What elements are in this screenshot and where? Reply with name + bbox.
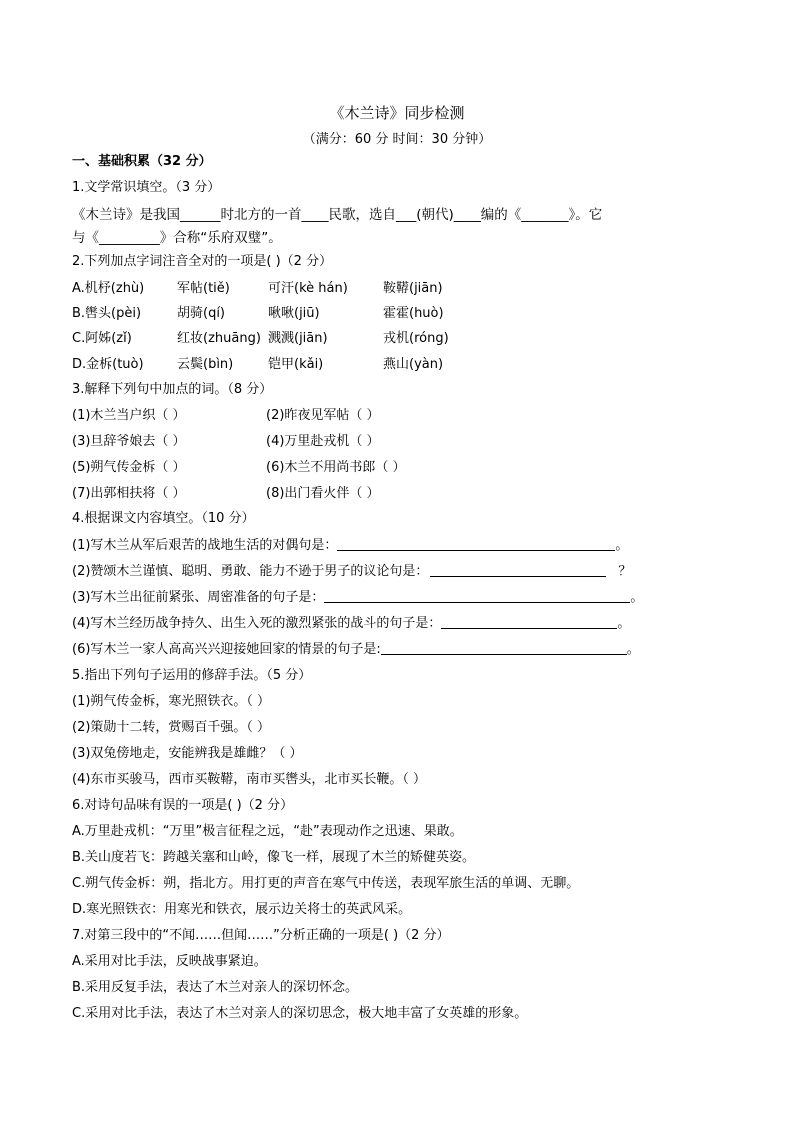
option-cell: 胡骑(qí) [177,306,226,321]
fill-in-item [72,640,640,660]
option-cell: A.机杼(zhù) [72,281,145,296]
option-cell: B.辔头(pèi) [72,306,142,321]
fill-in-end: ？ [618,564,632,579]
question-1-stem: 1.文学常识填空。（3 分） [72,180,221,195]
choice-option: C.采用对比手法，表达了木兰对亲人的深切思念，极大地丰富了女英雄的形象。 [72,1006,528,1021]
option-cell: 啾啾(jiū) [268,306,320,321]
rhetoric-item: (3)双兔傍地走，安能辨我是雄雌？（ ） [72,746,303,761]
fill-in-prompt: (1)写木兰从军后艰苦的战地生活的对偶句是： [72,538,338,553]
score-time-info: （满分：60 分 时间：30 分钟） [302,132,492,147]
definition-item: (2)昨夜见军帖（ ） [266,408,380,423]
option-cell: 铠甲(kǎi) [268,357,324,372]
choice-option: A.采用对比手法，反映战事紧迫。 [72,954,267,969]
page-title: 《木兰诗》同步检测 [329,104,465,122]
fill-in-end: 。 [617,616,631,631]
option-cell: 云鬓(bìn) [177,357,234,372]
option-cell: C.阿姊(zǐ) [72,331,132,346]
answer-blank[interactable] [381,640,627,655]
choice-option: C.朔气传金柝：朔，指北方。用打更的声音在寒气中传送，表现军旅生活的单调、无聊。 [72,876,580,891]
option-cell: 鞍鞯(jiān) [383,281,443,296]
answer-blank[interactable] [324,588,630,603]
option-cell: 红妆(zhuāng) [177,331,261,346]
question-5-stem: 5.指出下列句子运用的修辞手法。（5 分） [72,668,312,683]
option-cell: 溅溅(jiān) [268,331,328,346]
fill-in-prompt: (4)写木兰经历战争持久、出生入死的激烈紧张的战斗的句子是： [72,616,442,631]
rhetoric-item: (2)策勋十二转，赏赐百千强。（ ） [72,720,271,735]
question-7-stem: 7.对第三段中的“不闻……但闻……”分析正确的一项是( )（2 分） [72,928,450,943]
question-3-stem: 3.解释下列句中加点的词。（8 分） [72,382,273,397]
fill-in-end: 。 [630,590,644,605]
fill-in-item [72,536,628,556]
definition-item: (6)木兰不用尚书郎（ ） [266,460,406,475]
definition-item: (8)出门看火伴（ ） [266,486,380,501]
answer-blank[interactable] [337,536,615,551]
question-1-line: 《木兰诗》是我国______时北方的一首____民歌，选自___(朝代)____编的《_______》。它 [72,207,603,223]
question-6-stem: 6.对诗句品味有误的一项是( )（2 分） [72,798,294,813]
definition-item: (7)出郭相扶将（ ） [72,486,186,501]
choice-option: B.关山度若飞：跨越关塞和山岭，像飞一样，展现了木兰的矫健英姿。 [72,850,476,865]
choice-option: B.采用反复手法，表达了木兰对亲人的深切怀念。 [72,980,359,995]
option-cell: 可汗(kè hán) [268,281,348,296]
fill-in-prompt: (6)写木兰一家人高高兴兴迎接她回家的情景的句子是: [72,642,381,657]
fill-in-item [72,588,643,608]
rhetoric-item: (4)东市买骏马，西市买鞍鞯，南市买辔头，北市买长鞭。（ ） [72,772,427,787]
definition-item: (4)万里赴戎机（ ） [266,434,380,449]
question-2-stem: 2.下列加点字词注音全对的一项是( )（2 分） [72,254,333,269]
choice-option: A.万里赴戎机：“万里”极言征程之远，“赴”表现动作之迅速、果敢。 [72,824,463,839]
answer-blank[interactable] [441,614,617,629]
option-cell: 霍霍(huò) [383,306,444,321]
definition-item: (3)旦辞爷娘去（ ） [72,434,186,449]
question-1-line: 与《_________》合称“乐府双璧”。 [72,230,282,246]
choice-option: D.寒光照铁衣：用寒光和铁衣，展示边关将士的英武风采。 [72,902,412,917]
fill-in-end: 。 [626,642,640,657]
option-cell: 燕山(yàn) [383,357,444,372]
rhetoric-item: (1)朔气传金柝，寒光照铁衣。（ ） [72,694,271,709]
fill-in-prompt: (3)写木兰出征前紧张、周密准备的句子是： [72,590,325,605]
answer-blank[interactable] [430,562,606,577]
fill-in-item [72,562,631,582]
option-cell: D.金柝(tuò) [72,357,144,372]
question-4-stem: 4.根据课文内容填空。（10 分） [72,511,255,526]
option-cell: 戎机(róng) [383,331,449,346]
section-heading: 一、基础积累（32 分） [72,154,212,169]
fill-in-item [72,614,630,634]
fill-in-end: 。 [615,538,629,553]
fill-in-prompt: (2)赞颂木兰谨慎、聪明、勇敢、能力不逊于男子的议论句是： [72,564,429,579]
definition-item: (1)木兰当户织（ ） [72,408,186,423]
definition-item: (5)朔气传金柝（ ） [72,460,186,475]
option-cell: 军帖(tiě) [177,281,230,296]
